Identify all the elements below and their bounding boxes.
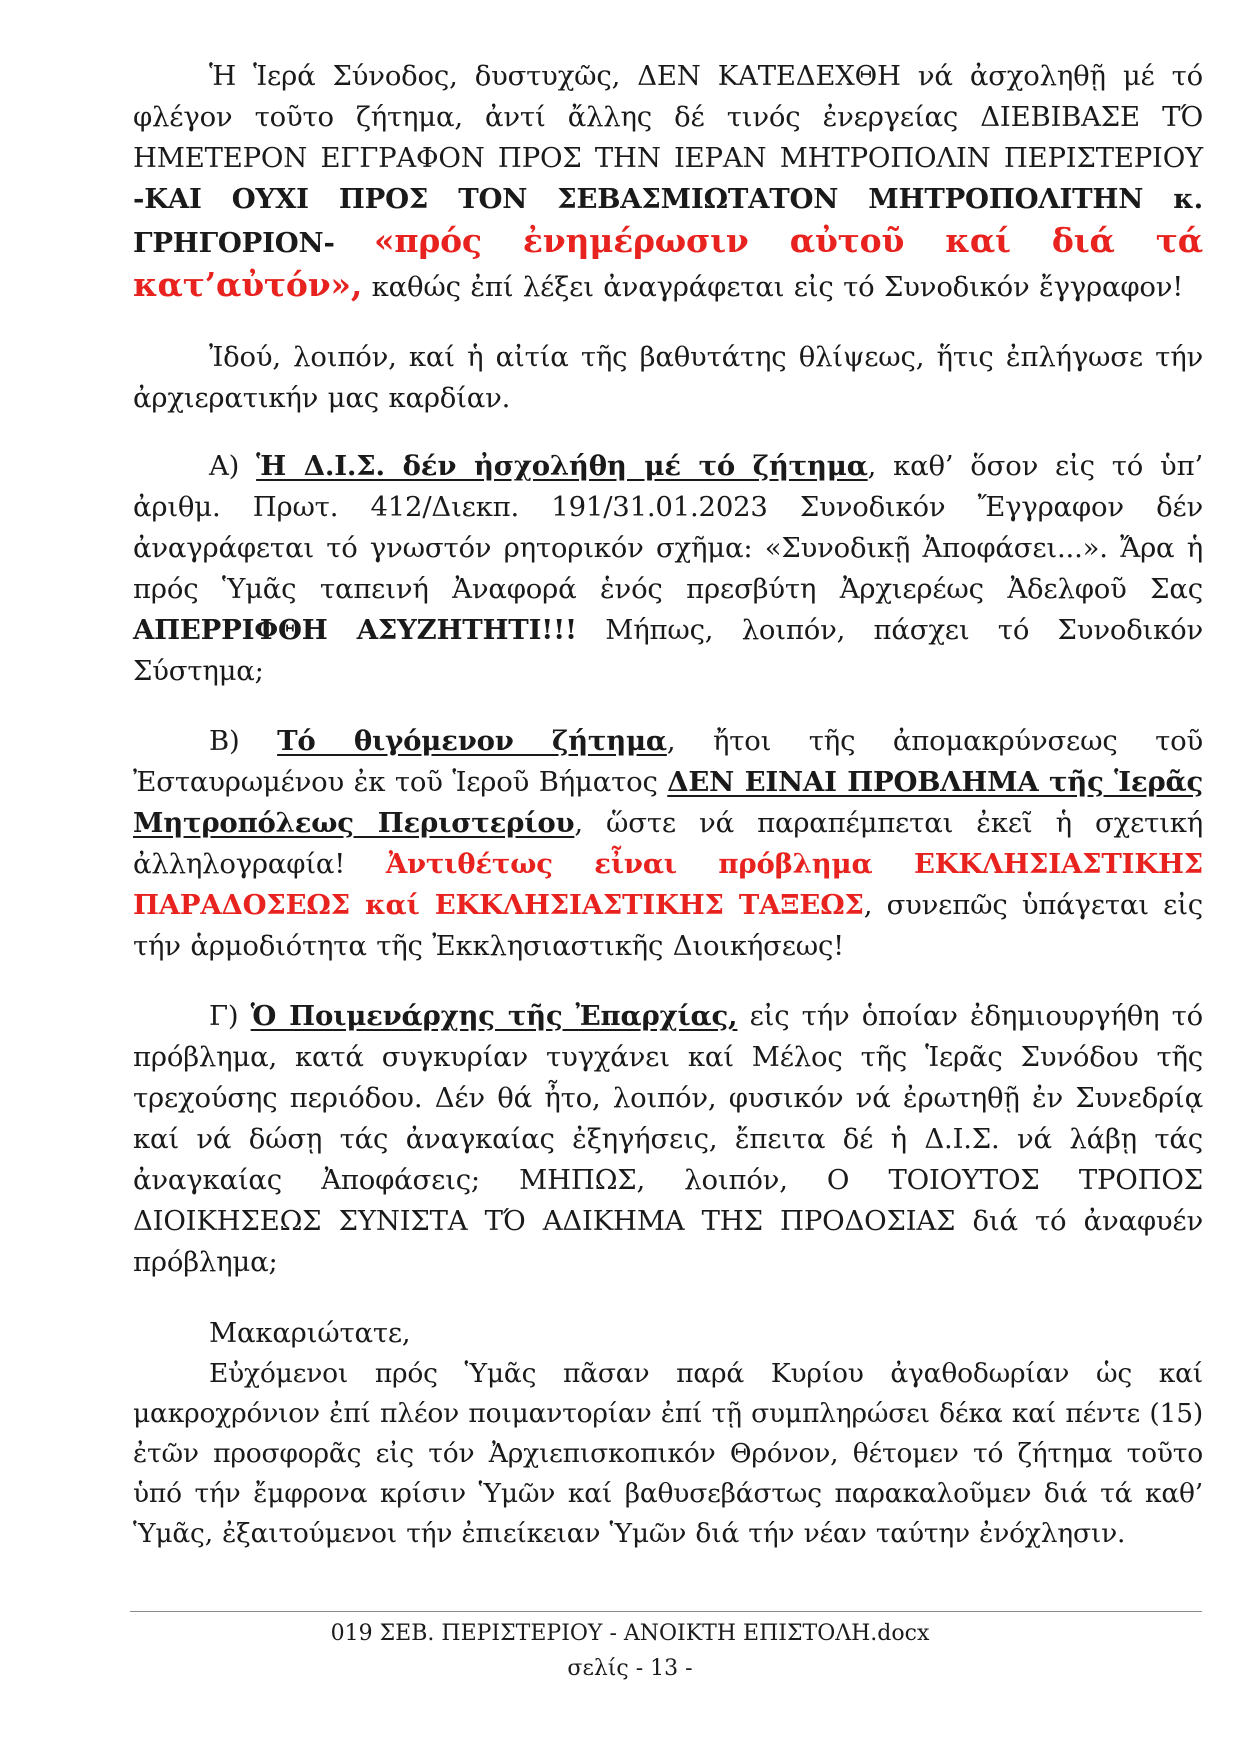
- footer-divider: [130, 1611, 1202, 1612]
- footer-filename: 019 ΣΕΒ. ΠΕΡΙΣΤΕΡΙΟΥ - ΑΝΟΙΚΤΗ ΕΠΙΣΤΟΛΗ.docx: [330, 1621, 930, 1646]
- salutation: Μακαριώτατε,: [209, 1317, 411, 1349]
- paragraph-synod-refusal: [133, 56, 1203, 308]
- point-b-marker: Β): [209, 725, 278, 757]
- quote-for-information: «πρός ἐνημέρωσιν αὐτοῦ καί διά τά κατ’αὐτόν»,: [133, 221, 1204, 304]
- paragraph-point-c: [133, 996, 1203, 1283]
- cause-of-grief-text: Ἰδού, λοιπόν, καί ἡ αἰτία τῆς βαθυτάτης θλίψεως, ἥτις ἐπλήγωσε τήν ἀρχιερατικήν μας καρδίαν.: [133, 341, 1203, 414]
- synod-document-text: καθώς ἐπί λέξει ἀναγράφεται εἰς τό Συνοδικόν ἔγγραφον!: [362, 271, 1184, 303]
- point-a-text: , καθ’ ὅσον εἰς τό ὑπ’ ἀριθμ. Πρωτ. 412/Διεκπ. 191/31.01.2023 Συνοδικόν Ἔγγραφον δέν ἀναγράφεται τό γνωστόν ρητορικόν σχῆμα: «Συνοδικῇ Ἀποφάσει...». Ἄρα ἡ πρός Ὑμᾶς ταπεινή Ἀναφορά ἑνός πρεσβύτη Ἀρχιερέως Ἀδελφοῦ Σας: [133, 450, 1203, 605]
- paragraph-point-b: [133, 721, 1203, 967]
- point-b-heading: Τό θιγόμενον ζήτημα: [277, 725, 667, 757]
- paragraph-cause-of-grief: [133, 337, 1203, 419]
- footer-page-number: σελίς - 13 -: [567, 1656, 693, 1681]
- point-c-marker: Γ): [209, 1000, 251, 1032]
- point-a-question: Μήπως, λοιπόν, πάσχει τό Συνοδικόν Σύστημα;: [133, 614, 1203, 687]
- ecclesiastical-tradition-problem: Ἀντιθέτως εἶναι πρόβλημα ΕΚΚΛΗΣΙΑΣΤΙΚΗΣ ΠΑΡΑΔΟΣΕΩΣ καί ΕΚΚΛΗΣΙΑΣΤΙΚΗΣ ΤΑΞΕΩΣ: [133, 848, 1203, 921]
- not-metropolis-problem: ΔΕΝ ΕΙΝΑΙ ΠΡΟΒΛΗΜΑ τῆς Ἱερᾶς Μητροπόλεως Περιστερίου: [133, 766, 1203, 839]
- rejected-without-discussion: ΑΠΕΡΡΙΦΘΗ ΑΣΥΖΗΤΗΤΙ!!!: [133, 614, 577, 646]
- point-b-text: , ἤτοι τῆς ἀπομακρύνσεως τοῦ Ἐσταυρωμένου ἐκ τοῦ Ἱεροῦ Βήματος: [133, 725, 1203, 798]
- not-to-metropolitan-text: -ΚΑΙ ΟΥΧΙ ΠΡΟΣ ΤΟΝ ΣΕΒΑΣΜΙΩΤΑΤΟΝ ΜΗΤΡΟΠΟΛΙΤΗΝ κ. ΓΡΗΓΟΡΙΟΝ-: [133, 183, 1203, 259]
- point-c-heading: Ὁ Ποιμενάρχης τῆς Ἐπαρχίας,: [250, 1000, 738, 1032]
- synod-refusal-text: Ἡ Ἱερά Σύνοδος, δυστυχῶς, ΔΕΝ ΚΑΤΕΔΕΧΘΗ νά ἀσχοληθῇ μέ τό φλέγον τοῦτο ζήτημα, ἀντί ἄλλης δέ τινός ἐνεργείας ΔΙΕΒΙΒΑΣΕ ΤΌ ΗΜΕΤΕΡΟΝ ΕΓΓΡΑΦΟΝ ΠΡΟΣ ΤΗΝ ΙΕΡΑΝ ΜΗΤΡΟΠΟΛΙΝ ΠΕΡΙΣΤΕΡΙΟΥ: [133, 60, 1203, 174]
- closing-paragraph: Εὐχόμενοι πρός Ὑμᾶς πᾶσαν παρά Κυρίου ἀγαθοδωρίαν ὡς καί μακροχρόνιον ἐπί πλέον ποιμαντορίαν ἐπί τῇ συμπληρώσει δέκα καί πέντε (15) ἐτῶν προσφορᾶς εἰς τόν Ἀρχιεπισκοπικόν Θρόνον, θέτομεν τό ζήτημα τοῦτο ὑπό τήν ἔμφρονα κρίσιν Ὑμῶν καί βαθυσεβάστως παρακαλοῦμεν διά τά καθ’ Ὑμᾶς, ἐξαιτούμενοι τήν ἐπιείκειαν Ὑμῶν διά τήν νέαν ταύτην ἐνόχλησιν.: [133, 1358, 1203, 1549]
- point-c-text: εἰς τήν ὁποίαν ἐδημιουργήθη τό πρόβλημα, κατά συγκυρίαν τυγχάνει καί Μέλος τῆς Ἱερᾶς Συνόδου τῆς τρεχούσης περιόδου. Δέν θά ἦτο, λοιπόν, φυσικόν νά ἐρωτηθῇ ἐν Συνεδρίᾳ καί νά δώσῃ τάς ἀναγκαίας ἐξηγήσεις, ἔπειτα δέ ἡ Δ.Ι.Σ. νά λάβῃ τάς ἀναγκαίας Ἀποφάσεις; ΜΗΠΩΣ, λοιπόν, Ο ΤΟΙΟΥΤΟΣ ΤΡΟΠΟΣ ΔΙΟΙΚΗΣΕΩΣ ΣΥΝΙΣΤΑ ΤΌ ΑΔΙΚΗΜΑ ΤΗΣ ΠΡΟΔΟΣΙΑΣ διά τό ἀναφυέν πρόβλημα;: [133, 1000, 1203, 1278]
- point-b-conclusion: , συνεπῶς ὑπάγεται εἰς τήν ἁρμοδιότητα τῆς Ἐκκλησιαστικῆς Διοικήσεως!: [133, 889, 1203, 962]
- point-b-correspondence: , ὥστε νά παραπέμπεται ἐκεῖ ἡ σχετική ἀλληλογραφία!: [133, 807, 1203, 880]
- point-a-marker: Α): [209, 450, 257, 482]
- paragraph-point-a: [133, 446, 1203, 692]
- point-a-heading: Ἡ Δ.Ι.Σ. δέν ἠσχολήθη μέ τό ζήτημα: [256, 450, 868, 482]
- letter-body: [133, 56, 1203, 1554]
